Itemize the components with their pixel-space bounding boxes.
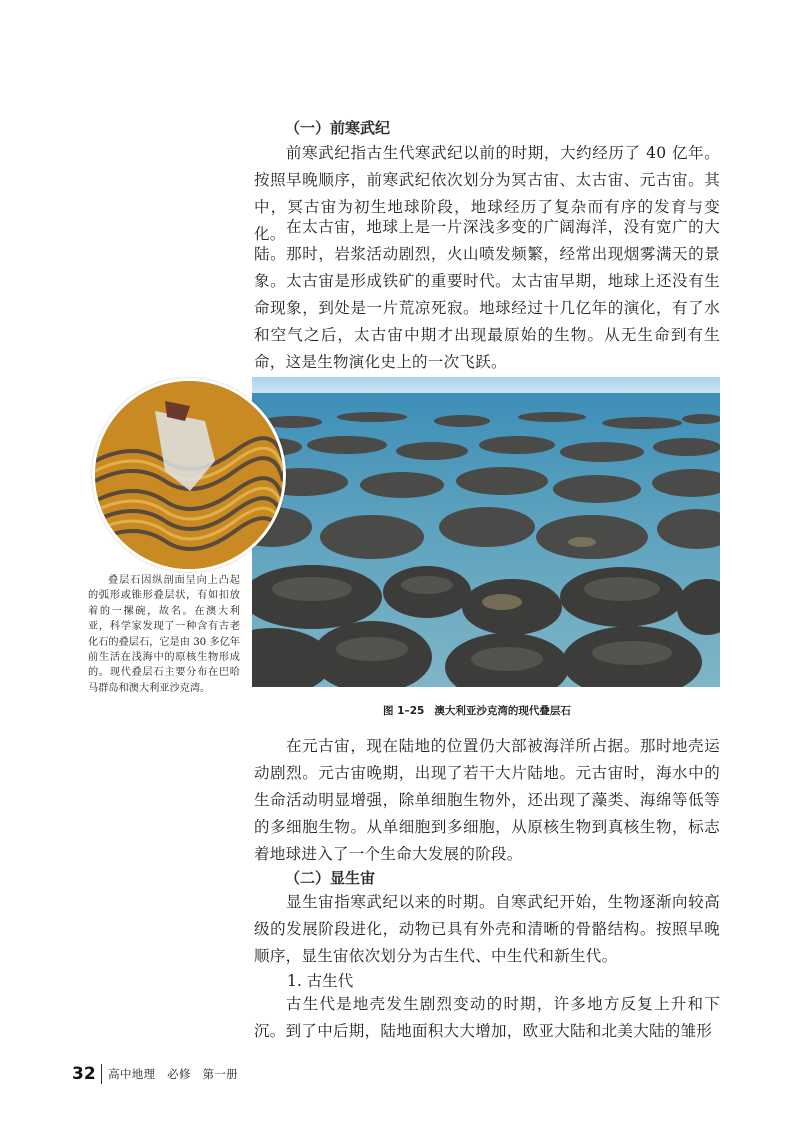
footer-divider xyxy=(101,1064,103,1084)
stromatolite-section-photo xyxy=(92,378,286,572)
paragraph-precambrian-intro: 前寒武纪指古生代寒武纪以前的时期，大约经历了 40 亿年。按照早晚顺序，前寒武纪依次划分为冥古宙、太古宙、元古宙。其中，冥古宙为初生地球阶段，地球经历了复杂而有序的发育与变化。 xyxy=(254,144,720,243)
stromatolite-section-image xyxy=(95,381,283,569)
section-heading-phanerozoic: （二）显生宙 xyxy=(285,869,376,887)
paragraph-archean: 在太古宙，地球上是一片深浅多变的广阔海洋，没有宽广的大陆。那时，岩浆活动剧烈，火山喷发频繁，经常出现烟雾满天的景象。太古宙是形成铁矿的重要时代。太古宙早期，地球上还没有生命现象，到处是一片荒凉死寂。地球经过十几亿年的演化，有了水和空气之后，太古宙中期才出现最原始的生物。从无生命到有生命，这是生物演化史上的一次飞跃。 xyxy=(254,218,720,371)
page-footer xyxy=(72,1064,238,1084)
section-heading-precambrian: （一）前寒武纪 xyxy=(285,119,391,137)
paragraph-proterozoic: 在元古宙，现在陆地的位置仍大部被海洋所占据。那时地壳运动剧烈。元古宙晚期，出现了若干大片陆地。元古宙时，海水中的生命活动明显增强，除单细胞生物外，还出现了藻类、海绵等低等的多细胞生物。从单细胞到多细胞，从原核生物到真核生物，标志着地球进入了一个生命大发展的阶段。 xyxy=(254,737,720,863)
book-title: 高中地理 必修 第一册 xyxy=(108,1067,238,1081)
page-number: 32 xyxy=(72,1064,96,1084)
paragraph-phanerozoic: 显生宙指寒武纪以来的时期。自寒武纪开始，生物逐渐向较高级的发展阶段进化，动物已具有外壳和清晰的骨骼结构。按照早晚顺序，显生宙依次划分为古生代、中生代和新生代。 xyxy=(254,893,720,965)
paragraph-paleozoic: 古生代是地壳发生剧烈变动的时期，许多地方反复上升和下沉。到了中后期，陆地面积大大增加，欧亚大陆和北美大陆的雏形 xyxy=(254,995,720,1040)
figure-caption xyxy=(383,703,571,718)
stromatolite-photo xyxy=(252,377,720,687)
stromatolite-photo-image xyxy=(252,377,720,687)
subheading-paleozoic: 1. 古生代 xyxy=(287,972,354,990)
stromatolite-side-note: 叠层石因纵剖面呈向上凸起的弧形或锥形叠层状，有如扣放着的一摞碗，故名。在澳大利亚，科学家发现了一种含有古老化石的叠层石，它是由 30 多亿年前生活在浅海中的原核生物形成的。现代叠层石主要分布在巴哈马群岛和澳大利亚沙克湾。 xyxy=(88,575,240,694)
figure-title: 澳大利亚沙克湾的现代叠层石 xyxy=(434,705,571,717)
figure-number: 图 1–25 xyxy=(383,705,425,717)
